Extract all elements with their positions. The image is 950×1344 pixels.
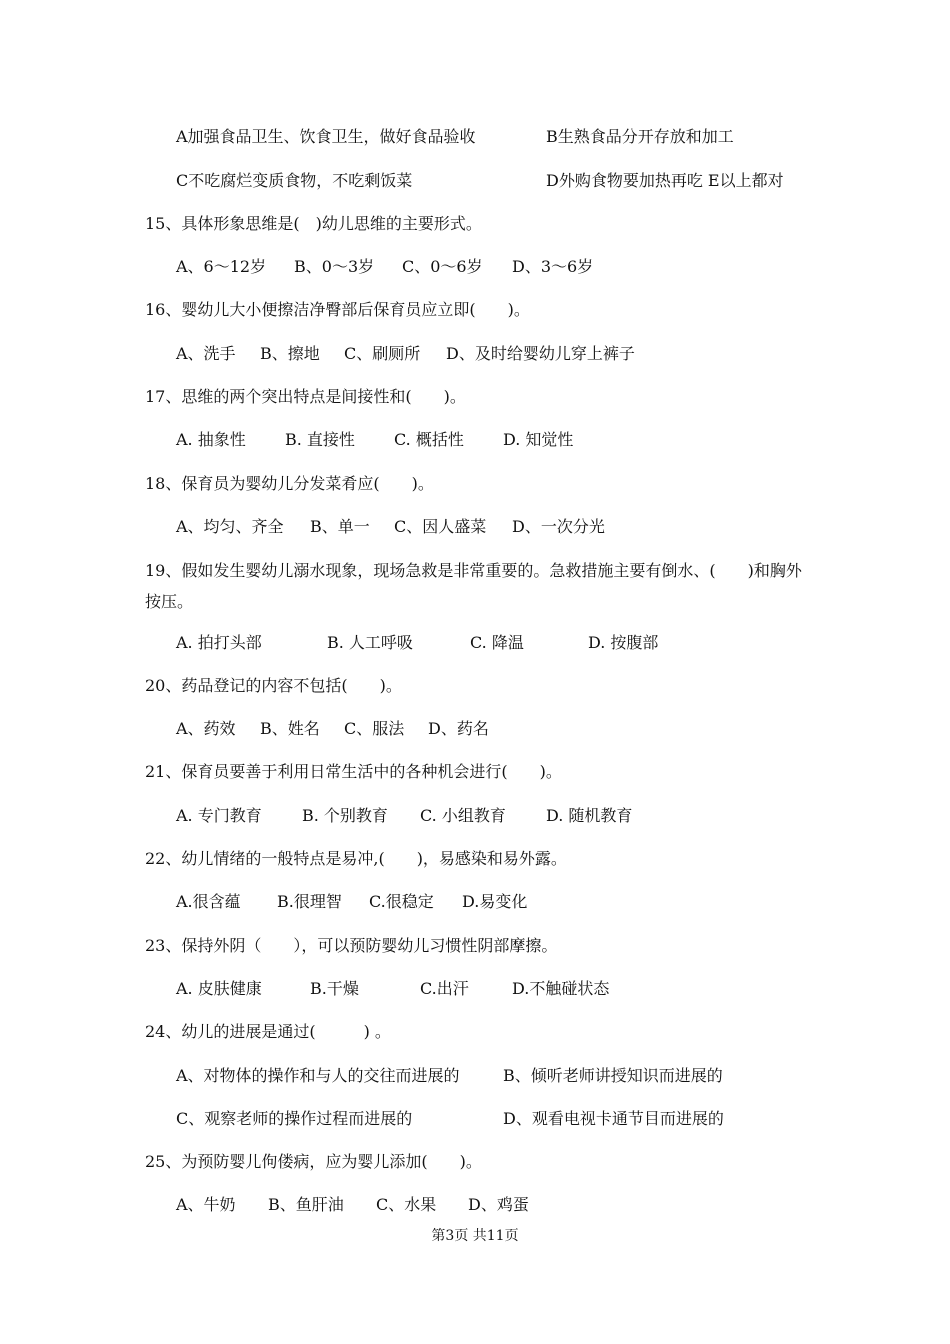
q14-option-b: B生熟食品分开存放和加工 <box>546 127 734 146</box>
option-b: B、擦地 <box>260 344 320 363</box>
question-22: 22、幼儿情绪的一般特点是易冲,( )，易感染和易外露。 <box>145 849 567 868</box>
option-a: A、均匀、齐全 <box>176 517 284 536</box>
question-25: 25、为预防婴儿佝偻病，应为婴儿添加( )。 <box>145 1152 482 1171</box>
q14-option-a: A加强食品卫生、饮食卫生，做好食品验收 <box>176 127 476 146</box>
option-a: A、药效 <box>176 719 236 738</box>
option-b: B. 人工呼吸 <box>327 633 413 652</box>
option-c: C. 小组教育 <box>420 806 506 825</box>
option-a: A. 拍打头部 <box>176 633 262 652</box>
option-b: B.干燥 <box>310 979 359 998</box>
option-a: A、6～12岁 <box>176 257 267 276</box>
question-20: 20、药品登记的内容不包括( )。 <box>145 676 402 695</box>
option-b: B、姓名 <box>260 719 320 738</box>
question-24: 24、幼儿的进展是通过( ) 。 <box>145 1022 391 1041</box>
option-d: D. 知觉性 <box>503 430 574 449</box>
question-21-options <box>176 805 632 827</box>
option-d: D、3～6岁 <box>512 257 594 276</box>
option-a: A、洗手 <box>176 344 236 363</box>
option-d: D. 按腹部 <box>588 633 659 652</box>
q24-option-c: C、观察老师的操作过程而进展的 <box>176 1109 413 1128</box>
option-a: A.很含蕴 <box>176 892 241 911</box>
option-c: C、刷厕所 <box>344 344 421 363</box>
option-b: B、0～3岁 <box>294 257 375 276</box>
question-15-options <box>176 256 593 278</box>
question-22-options <box>176 891 527 913</box>
question-16: 16、婴幼儿大小便擦洁净臀部后保育员应立即( )。 <box>145 300 530 319</box>
option-a: A、牛奶 <box>176 1195 236 1214</box>
question-17-options <box>176 429 573 451</box>
option-d: D.不触碰状态 <box>512 979 610 998</box>
question-18: 18、保育员为婴幼儿分发菜肴应( )。 <box>145 474 434 493</box>
option-c: C.出汗 <box>420 979 469 998</box>
question-20-options <box>176 718 489 740</box>
q24-option-a: A、对物体的操作和与人的交往而进展的 <box>176 1066 460 1085</box>
question-16-options <box>176 343 635 365</box>
option-c: C. 降温 <box>470 633 524 652</box>
option-d: D、药名 <box>428 719 489 738</box>
q14-option-d: D外购食物要加热再吃 E以上都对 <box>546 171 784 190</box>
question-19: 19、假如发生婴幼儿溺水现象，现场急救是非常重要的。急救措施主要有倒水、( )和胸外按压。 <box>145 561 802 611</box>
option-d: D、一次分光 <box>512 517 605 536</box>
option-b: B、鱼肝油 <box>268 1195 344 1214</box>
question-19-options <box>176 632 658 654</box>
q24-option-d: D、观看电视卡通节目而进展的 <box>503 1109 724 1128</box>
option-b: B. 个别教育 <box>302 806 388 825</box>
question-25-options <box>176 1194 529 1216</box>
option-c: C、水果 <box>376 1195 437 1214</box>
option-d: D. 随机教育 <box>546 806 633 825</box>
option-c: C、因人盛菜 <box>394 517 487 536</box>
option-b: B.很理智 <box>277 892 342 911</box>
question-15: 15、具体形象思维是( )幼儿思维的主要形式。 <box>145 214 482 233</box>
option-b: B、单一 <box>310 517 370 536</box>
question-21: 21、保育员要善于利用日常生活中的各种机会进行( )。 <box>145 762 562 781</box>
q14-option-c: C不吃腐烂变质食物，不吃剩饭菜 <box>176 171 413 190</box>
question-23-options <box>176 978 609 1000</box>
option-d: D、鸡蛋 <box>468 1195 529 1214</box>
option-d: D、及时给婴幼儿穿上裤子 <box>446 344 635 363</box>
question-17: 17、思维的两个突出特点是间接性和( )。 <box>145 387 466 406</box>
option-c: C. 概括性 <box>394 430 464 449</box>
option-b: B. 直接性 <box>285 430 355 449</box>
q24-option-b: B、倾听老师讲授知识而进展的 <box>503 1066 723 1085</box>
question-23: 23、保持外阴（ ），可以预防婴幼儿习惯性阴部摩擦。 <box>145 936 558 955</box>
option-a: A. 专门教育 <box>176 806 262 825</box>
option-d: D.易变化 <box>462 892 528 911</box>
option-c: C、服法 <box>344 719 405 738</box>
option-a: A. 抽象性 <box>176 430 246 449</box>
option-c: C、0～6岁 <box>402 257 483 276</box>
question-18-options <box>176 516 605 538</box>
option-c: C.很稳定 <box>369 892 434 911</box>
page-footer: 第3页 共11页 <box>431 1228 519 1244</box>
option-a: A. 皮肤健康 <box>176 979 262 998</box>
